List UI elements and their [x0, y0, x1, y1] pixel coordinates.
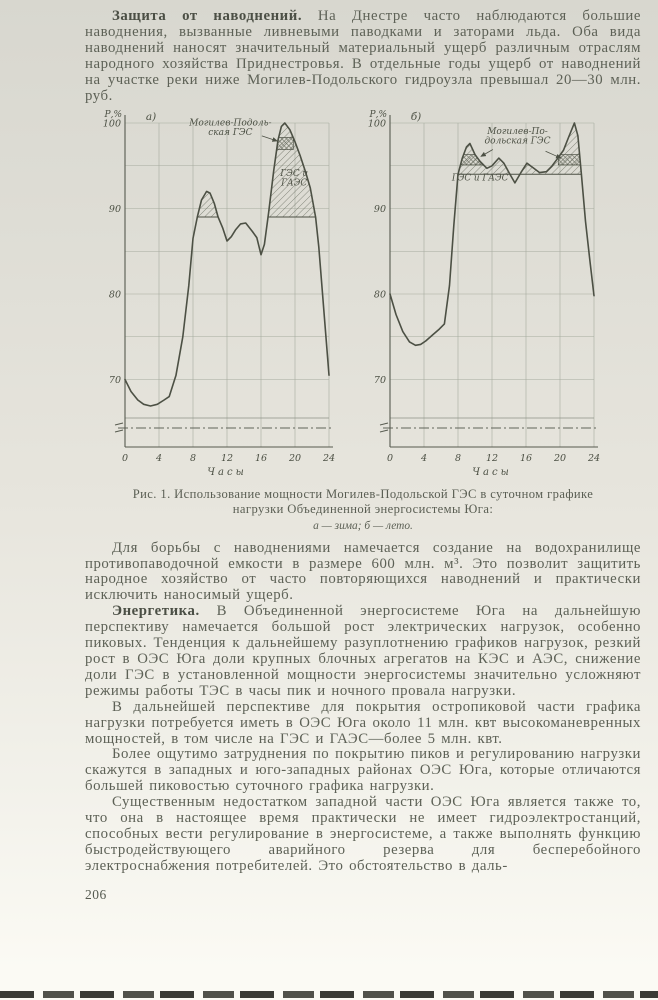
svg-text:ГЭС и ГАЭС: ГЭС и ГАЭС: [451, 173, 509, 184]
svg-text:24: 24: [587, 453, 601, 465]
paragraph-text: Существенным недостатком западной части ОЭС Юга является также то, что она в настоящее время практически не имеет гидроэлектростанций, способных вести регулирование в энергосистеме, а также выполнять функцию быстродействующего аварийного резерва для бесперебойного электроснабжения потребителей. Это обстоятельство в даль-: [85, 794, 641, 874]
svg-text:12: 12: [485, 453, 499, 465]
chart-panel-summer: [356, 109, 602, 481]
svg-text:70: 70: [373, 375, 386, 387]
paragraph-text: В дальнейшей перспективе для покрытия остропиковой части графика нагрузки потребуется иметь в ОЭС Юга около 11 млн. квт высокоманевренных мощностей, в том числе на ГЭС и ГАЭС—более 5 млн. квт.: [85, 698, 641, 747]
svg-text:Могилев-По-: Могилев-По-: [487, 127, 548, 138]
figure-legend: а — зима; б — лето.: [313, 519, 413, 532]
svg-text:4: 4: [420, 453, 428, 465]
svg-text:Р,%: Р,%: [104, 110, 122, 121]
svg-text:Часы: Часы: [472, 467, 512, 479]
figure-caption: Рис. 1. Использование мощности Могилев-Подольской ГЭС в суточном графике нагрузки Объединенной энергосистемы Юга:: [132, 487, 594, 517]
paragraph-western-regions: [85, 747, 641, 795]
svg-text:а): а): [145, 111, 157, 124]
svg-text:8: 8: [454, 453, 462, 465]
svg-text:дольская ГЭС: дольская ГЭС: [484, 137, 551, 148]
figure-1: [85, 109, 641, 531]
svg-text:100: 100: [102, 118, 121, 130]
chart-canvas-лето: [356, 109, 602, 481]
paragraph-lead: Энергетика.: [112, 603, 200, 620]
page-number: 206: [85, 886, 107, 902]
svg-text:8: 8: [189, 453, 197, 465]
figure-charts: [91, 109, 641, 481]
svg-text:20: 20: [553, 453, 567, 465]
paragraph-text: Для борьбы с наводнениями намечается создание на водохранилище противопаводочной емкости в размере 600 млн. м³. Это позволит защитить народное хозяйство от часто повторяющихся наводнений и практически исключить наносимый ущерб.: [85, 539, 641, 604]
paragraph-peak-capacity: [85, 700, 641, 748]
svg-text:4: 4: [155, 453, 163, 465]
svg-text:12: 12: [220, 453, 234, 465]
svg-text:16: 16: [519, 453, 533, 465]
svg-text:ская ГЭС: ская ГЭС: [208, 128, 253, 139]
svg-text:16: 16: [254, 453, 268, 465]
paragraph-flood-reservoir: [85, 541, 641, 605]
chart-panel-winter: [91, 109, 337, 481]
svg-text:ГАЭС: ГАЭС: [281, 178, 308, 189]
svg-text:Часы: Часы: [207, 467, 247, 479]
paragraph-energy: [85, 604, 641, 699]
svg-text:70: 70: [108, 375, 121, 387]
svg-text:ГЭС и: ГЭС и: [280, 169, 309, 180]
book-edge-decoration: [0, 991, 658, 998]
svg-text:0: 0: [121, 453, 129, 465]
svg-text:90: 90: [108, 204, 121, 216]
svg-text:20: 20: [288, 453, 302, 465]
svg-text:80: 80: [108, 289, 121, 301]
paragraph-text: Более ощутимо затруднения по покрытию пиков и регулированию нагрузки скажутся в западных и юго-западных районах ОЭС Юга, которые отличаются большей пиковостью суточного графика нагрузки.: [85, 746, 641, 795]
paragraph-flood-protection: [85, 9, 641, 104]
svg-text:24: 24: [322, 453, 336, 465]
svg-text:80: 80: [373, 289, 386, 301]
text-column: [85, 9, 641, 903]
svg-text:90: 90: [373, 204, 386, 216]
svg-text:0: 0: [386, 453, 394, 465]
svg-text:Р,%: Р,%: [369, 110, 387, 121]
chart-canvas-зима: [91, 109, 337, 481]
svg-text:б): б): [410, 111, 422, 124]
svg-text:100: 100: [367, 118, 386, 130]
paragraph-text: На Днестре часто наблюдаются большие наводнения, вызванные ливневыми паводками и заторами льда. Оба вида наводнений наносят значительный материальный ущерб различным отраслям народного хозяйства Приднестровья. В отдельные годы ущерб от наводнений на участке реки ниже Могилев-Подольского гидроузла превышал 20—30 млн. руб.: [85, 8, 642, 104]
paragraph-text: В Объединенной энергосистеме Юга на дальнейшую перспективу намечается большой рост электрических нагрузок, особенно пиковых. Тенденция к дальнейшему разуплотнению графиков нагрузок, резкий рост в ОЭС Юга доли крупных блочных агрегатов на КЭС и АЭС, снижение доли ГЭС в установленной мощности энергосистемы значительно усложняют режимы работы ТЭС в часы пик и ночного провала нагрузки.: [85, 603, 641, 699]
svg-text:Могилев-Подоль-: Могилев-Подоль-: [189, 119, 272, 130]
paragraph-western-drawback: [85, 795, 641, 875]
paragraph-lead: Защита от наводнений.: [112, 8, 303, 24]
